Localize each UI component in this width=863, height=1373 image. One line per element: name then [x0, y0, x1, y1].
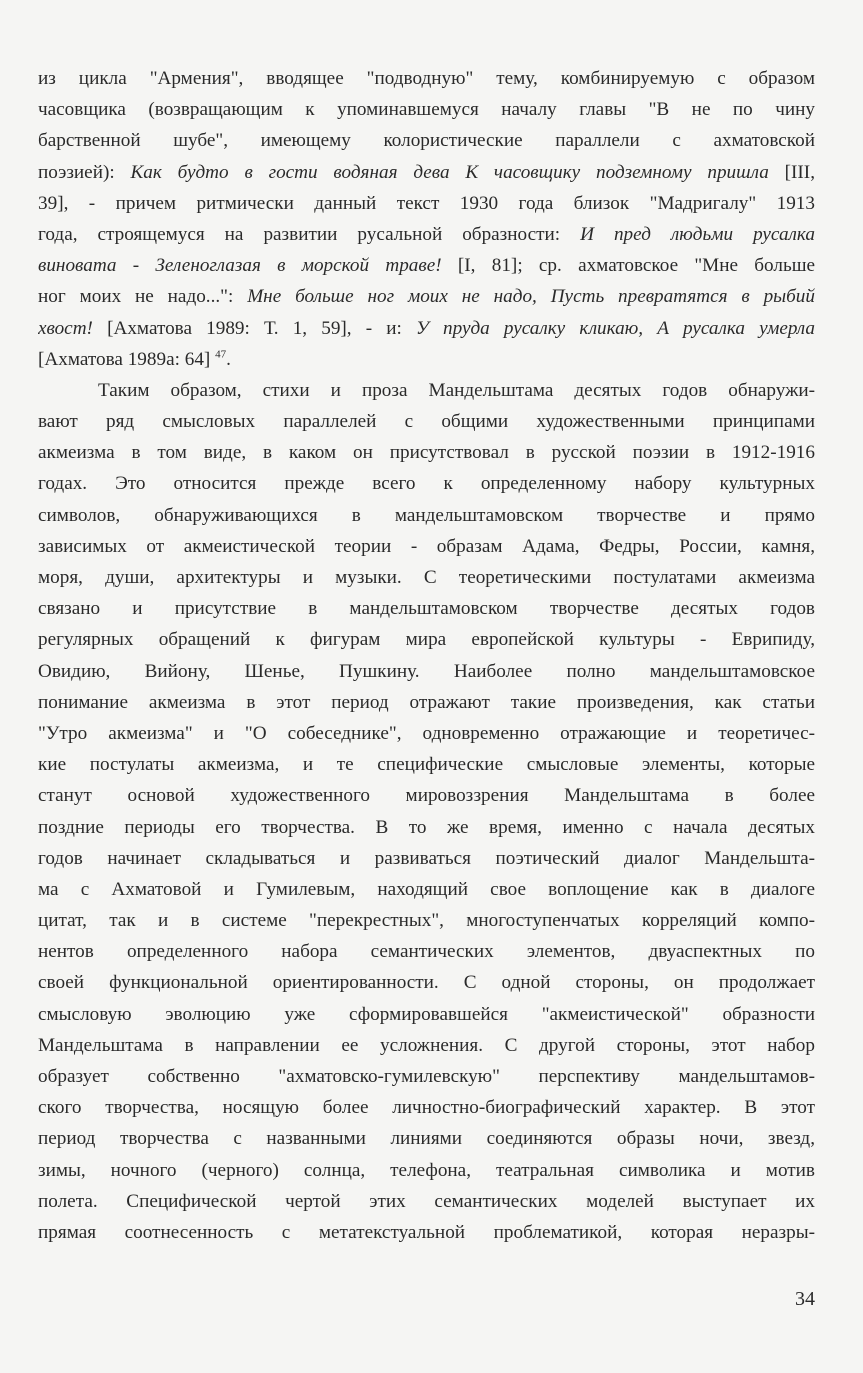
text-line: зависимых от акмеистической теории - образам Адама, Федры, России, камня, — [38, 535, 815, 557]
text-line: полета. Специфической чертой этих семантических моделей выступает их — [38, 1190, 815, 1212]
text-line: Таким образом, стихи и проза Мандельштама десятых годов обнаружи- — [98, 379, 815, 401]
quotation-italic: У пруда русалку кликаю, А русалка умерла — [416, 317, 815, 339]
text-line: прямая соотнесенность с метатекстуальной проблематикой, которая неразры- — [38, 1221, 815, 1243]
text-segment: ног моих не надо...": — [38, 286, 248, 308]
text-line: образует собственно "ахматовско-гумилевскую" перспективу мандельштамов- — [38, 1066, 815, 1087]
text-line: своей функциональной ориентированности. С одной стороны, он продолжает — [38, 972, 815, 994]
quotation-italic: Мне больше ног моих не надо, Пусть превратятся в рыбий — [247, 286, 815, 308]
footnote-marker: 47 — [215, 348, 227, 361]
text-segment: [Ахматова 1989: Т. 1, 59], - и: — [92, 317, 416, 339]
text-line: период творчества с названными линиями соединяются образы ночи, звезд, — [38, 1128, 815, 1150]
text-segment: [III, — [768, 161, 815, 183]
text-line: цитат, так и в системе "перекрестных", многоступенчатых корреляций компо- — [38, 910, 815, 932]
text-line: годов начинает складываться и развиваться поэтический диалог Мандельшта- — [38, 847, 815, 869]
text-segment: . — [226, 348, 231, 370]
text-line: регулярных обращений к фигурам мира европейской культуры - Еврипиду, — [38, 629, 815, 651]
quotation-italic: хвост! — [38, 317, 93, 339]
text-line: годах. Это относится прежде всего к определенному набору культурных — [38, 473, 815, 495]
quotation-italic: И пред людьми русалка — [580, 223, 815, 245]
text-line: Овидию, Вийону, Шенье, Пушкину. Наиболее полно мандельштамовское — [38, 660, 815, 682]
text-line — [38, 250, 815, 281]
text-line: моря, души, архитектуры и музыки. С теоретическими постулатами акмеизма — [38, 567, 815, 588]
text-line — [38, 219, 815, 250]
text-line: акмеизма в том виде, в каком он присутствовал в русской поэзии в 1912-1916 — [38, 442, 815, 464]
text-line: нентов определенного набора семантических элементов, двуаспектных по — [38, 941, 815, 963]
text-line — [38, 281, 815, 312]
text-line: вают ряд смысловых параллелей с общими художественными принципами — [38, 411, 815, 433]
text-line: поздние периоды его творчества. В то же время, именно с начала десятых — [38, 816, 815, 838]
quotation-italic: Как будто в гости водяная дева К часовщику подземному пришла — [130, 161, 769, 183]
quotation-italic: виновата - Зеленоглазая в морской траве! — [38, 255, 442, 277]
text-line: ма с Ахматовой и Гумилевым, находящий свое воплощение как в диалоге — [38, 878, 815, 900]
text-line: символов, обнаруживающихся в мандельштамовском творчестве и прямо — [38, 504, 815, 526]
text-line: связано и присутствие в мандельштамовском творчестве десятых годов — [38, 598, 815, 620]
text-line — [38, 313, 815, 344]
text-line: барственной шубе", имеющему колористические параллели с ахматовской — [38, 130, 815, 152]
page-number: 34 — [795, 1288, 815, 1310]
text-line: ского творчества, носящую более личностно-биографический характер. В этот — [38, 1097, 815, 1119]
text-segment: года, строящемуся на развитии русальной образности: — [38, 223, 581, 245]
text-line: смысловую эволюцию уже сформировавшейся "акмеистической" образности — [38, 1003, 815, 1025]
text-segment: [Ахматова 1989а: 64] — [38, 348, 216, 370]
text-line: 39], - причем ритмически данный текст 1930 года близок "Мадригалу" 1913 — [38, 192, 815, 214]
text-line: из цикла "Армения", вводящее "подводную" тему, комбинируемую с образом — [38, 68, 815, 89]
text-line: понимание акмеизма в этот период отражают такие произведения, как статьи — [38, 691, 815, 713]
text-line: часовщика (возвращающим к упоминавшемуся началу главы "В не по чину — [38, 99, 815, 121]
text-segment: поэзией): — [38, 161, 131, 183]
text-segment: [I, 81]; ср. ахматовское "Мне больше — [441, 255, 815, 277]
body-text — [38, 63, 815, 1248]
text-line — [38, 344, 815, 375]
text-line: кие постулаты акмеизма, и те специфические смысловые элементы, которые — [38, 754, 815, 776]
text-line — [38, 157, 815, 188]
text-line: Мандельштама в направлении ее усложнения. С другой стороны, этот набор — [38, 1034, 815, 1056]
text-line: станут основой художественного мировоззрения Мандельштама в более — [38, 785, 815, 807]
text-line: зимы, ночного (черного) солнца, телефона, театральная символика и мотив — [38, 1159, 815, 1181]
text-line: "Утро акмеизма" и "О собеседнике", одновременно отражающие и теоретичес- — [38, 722, 815, 744]
